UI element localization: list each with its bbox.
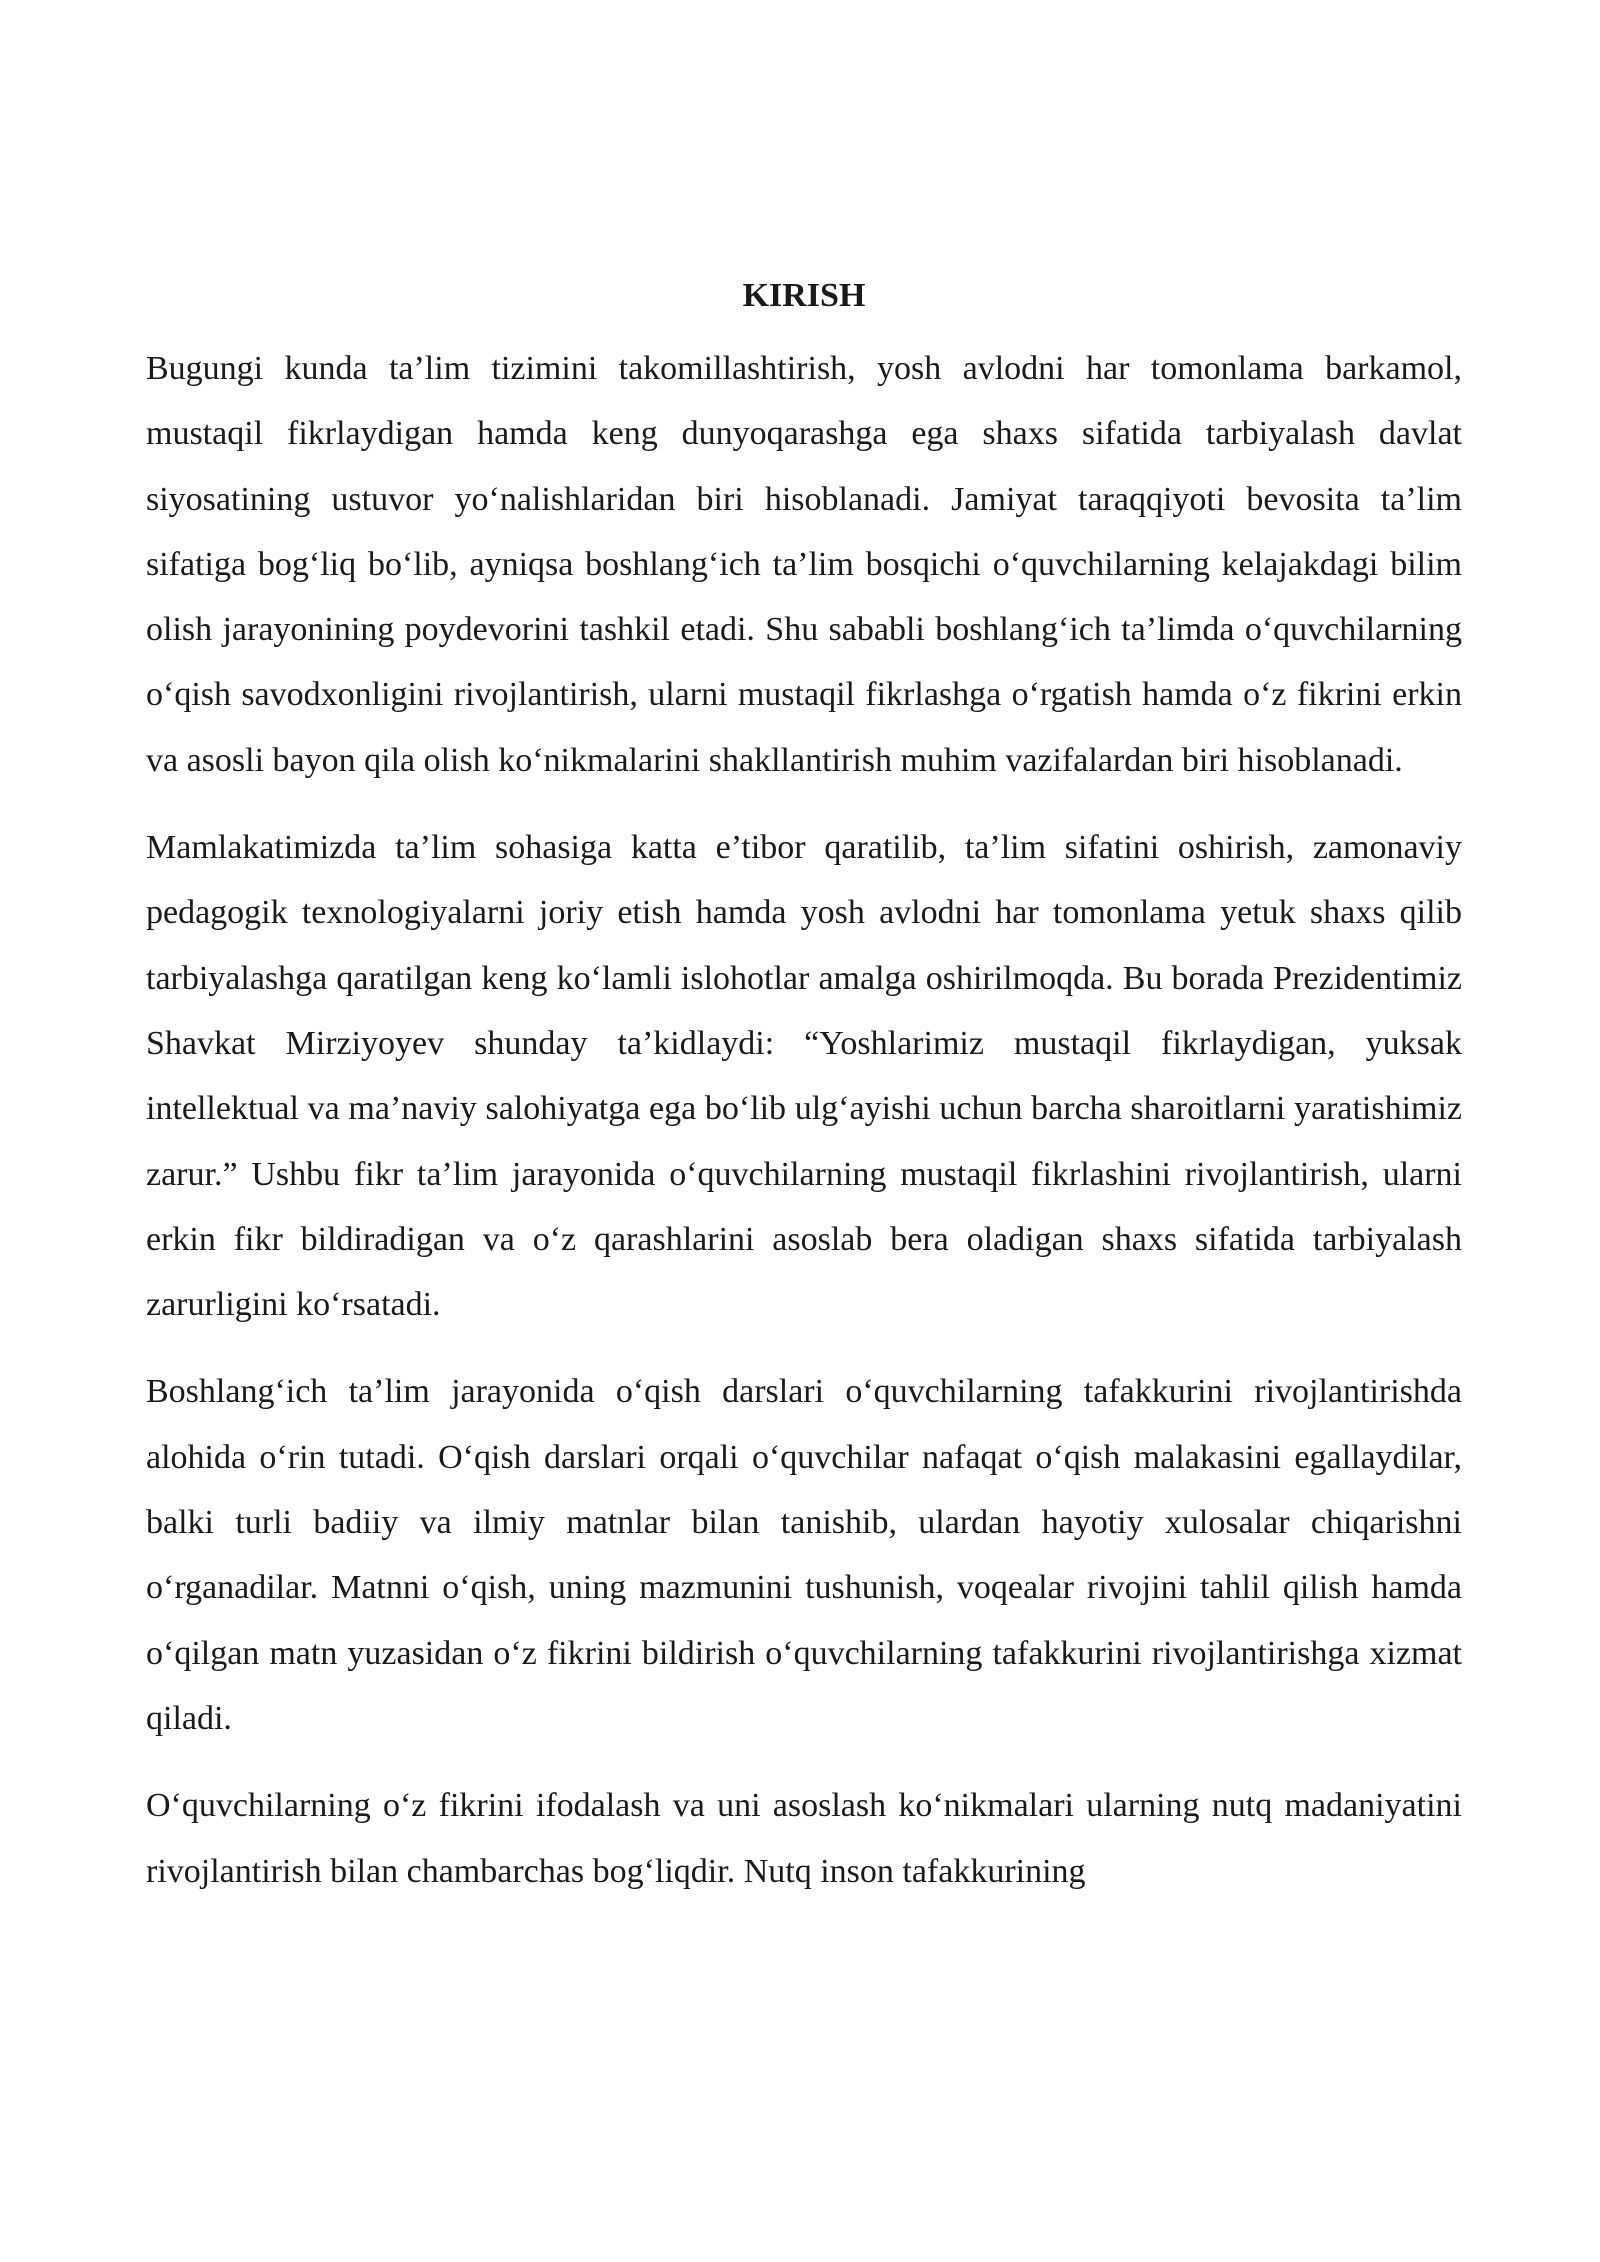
paragraph-3: Boshlang‘ich ta’lim jarayonida o‘qish darslari o‘quvchilarning tafakkurini rivojlantirishda alohida o‘rin tutadi. O‘qish darslari orqali o‘quvchilar nafaqat o‘qish malakasini egallaydilar, balki turli badiiy va ilmiy matnlar bilan tanishib, ulardan hayotiy xulosalar chiqarishni o‘rganadilar. Matnni o‘qish, uning mazmunini tushunish, voqealar rivojini tahlil qilish hamda o‘qilgan matn yuzasidan o‘z fikrini bildirish o‘quvchilarning tafakkurini rivojlantirishga xizmat qiladi. bbox=[146, 1373, 1462, 1737]
document-page bbox=[146, 268, 1462, 1926]
paragraph-4: O‘quvchilarning o‘z fikrini ifodalash va uni asoslash ko‘nikmalari ularning nutq madaniyatini rivojlantirish bilan chambarchas bog‘liqdir. Nutq inson tafakkurining bbox=[146, 1787, 1462, 1890]
section-title: KIRISH bbox=[742, 277, 866, 314]
paragraph-2: Mamlakatimizda ta’lim sohasiga katta e’tibor qaratilib, ta’lim sifatini oshirish, zamonaviy pedagogik texnologiyalarni joriy etish hamda yosh avlodni har tomonlama yetuk shaxs qilib tarbiyalashga qaratilgan keng ko‘lamli islohotlar amalga oshirilmoqda. Bu borada Prezidentimiz Shavkat Mirziyoyev shunday ta’kidlaydi: “Yoshlarimiz mustaqil fikrlaydigan, yuksak intellektual va ma’naviy salohiyatga ega bo‘lib ulg‘ayishi uchun barcha sharoitlarni yaratishimiz zarur.” Ushbu fikr ta’lim jarayonida o‘quvchilarning mustaqil fikrlashini rivojlantirish, ularni erkin fikr bildiradigan va o‘z qarashlarini asoslab bera oladigan shaxs sifatida tarbiyalash zarurligini ko‘rsatadi. bbox=[146, 829, 1462, 1324]
paragraph-1: Bugungi kunda ta’lim tizimini takomillashtirish, yosh avlodni har tomonlama barkamol, mustaqil fikrlaydigan hamda keng dunyoqarashga ega shaxs sifatida tarbiyalash davlat siyosatining ustuvor yo‘nalishlaridan biri hisoblanadi. Jamiyat taraqqiyoti bevosita ta’lim sifatiga bog‘liq bo‘lib, ayniqsa boshlang‘ich ta’lim bosqichi o‘quvchilarning kelajakdagi bilim olish jarayonining poydevorini tashkil etadi. Shu sababli boshlang‘ich ta’limda o‘quvchilarning o‘qish savodxonligini rivojlantirish, ularni mustaqil fikrlashga o‘rgatish hamda o‘z fikrini erkin va asosli bayon qila olish ko‘nikmalarini shakllantirish muhim vazifalardan biri hisoblanadi. bbox=[146, 350, 1462, 779]
